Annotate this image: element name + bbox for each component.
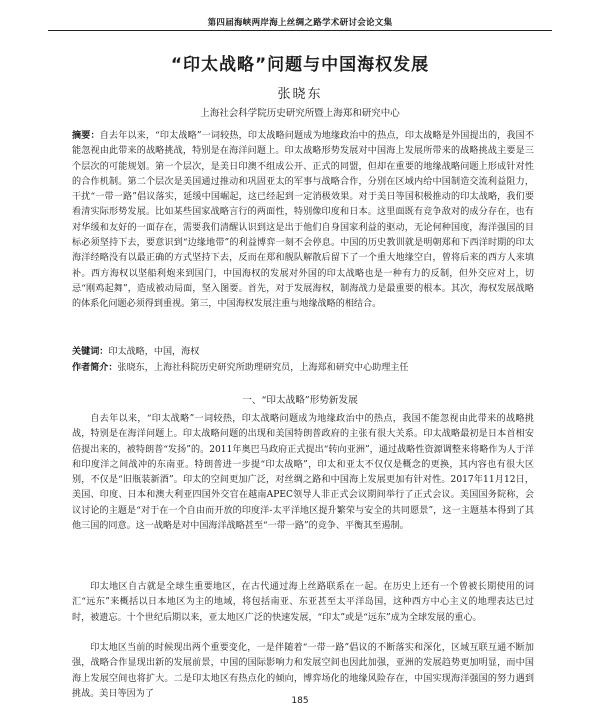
abstract-text: 自去年以来，“印太战略”一词较热，印太战略问题成为地缘政治中的热点，印太战略是外国提出的，我国不能忽视由此带来的战略挑战，特别是在海洋问题上。印太战略形势发展对中国海上发展所带来的战略挑战主要是三个层次的可能规划。第一个层次，是美日印澳不组成公开、正式的同盟，但却在重要的地缘战略问题上形成针对性的合作机制。第二个层次是美国通过推动和巩固亚太的军事与战略合作，分别在区域内给中国制造交流利益阻力，干扰“一带一路”倡议落实，延缓中国崛起，这已经起到一定消极效果。对于美日等国积极推动的印太战略，我们要看清实际形势发展。比如某些国家战略言行的两面性，特别像印度和日本。这里面既有竞争敌对的成分存在，也有对华缓和友好的一面存在，需要我们清醒认识到这是出于他们自身国家利益的驱动，无论何种国度，海洋强国的目标必须坚持下去，要意识到“边缘地带”的利益博弈一刻不会停息。中国的历史教训就是明朝郑和下西洋时期的印太海洋经略没有以最正确的方式坚持下去，反而在郑和舰队解散后留下了一个重大地缘空白，曾将后来的西方人来填补。西方海权以坚船利炮来到国门，中国海权的发展对外国的印太战略也是一种有力的反制，但外交应对上，切忌“刚鸡起舞”，造成被动局面，坚入图要。首先，对于发展海权，制海战力是最重要的根本。其次，海权发展战略的体系化问题必须得到重视。第三，中国海权发展注重与地缘战略的相结合。 [72, 131, 534, 310]
running-header: 第四届海峡两岸海上丝绸之路学术研讨会论文集 [207, 18, 393, 28]
author-name: 张晓东 [277, 87, 323, 102]
abstract-label: 摘要： [72, 130, 100, 141]
body-paragraph-1: 自去年以来，“印太战略”一词较热，印太战略问题成为地缘政治中的热点，我国不能忽视由此带来的战略挑战，特别是在海洋问题上。印太战略问题的出现和美国特朗普政府的主张有很大关系。印太战略最初是日本首相安倍提出来的，被特朗普“发扬”的。2011年奥巴马政府正式提出“转向亚洲”，通过战略性资源调整来将略作为人于洋和印度洋之间战冲的东南亚。特朗普进一步提“印太战略”，印太和亚太不仅仅是概念的更换，其内容也有很大区别，不仅是“旧瓶装新酒”。印太的空间更加广泛，对丝绸之路和中国海上发展更加有针对性。2017年11月12日，美国、印度、日本和澳大利亚四国外交官在越南APEC领导人非正式会议期间举行了正式会议。美国国务院称，会议讨论的主题是“对于在一个自由而开放的印度洋-太平洋地区提升繁荣与安全的共同愿景”，这一主题基本得到了其他三国的同意。这一战略是对中国海洋战略甚至“一带一路”的竞争、平衡其至遏制。 [72, 414, 534, 532]
keywords-text: 印太战略，中国，海权 [108, 347, 200, 357]
header-rule [48, 30, 552, 31]
abstract [72, 128, 534, 313]
section-heading: 一、“印太战略”形势新发展 [242, 395, 358, 406]
author-info-text: 张晓东，上海社科院历史研究所助理研究员，上海郑和研究中心助理主任 [117, 363, 409, 373]
author-info-label: 作者简介： [72, 363, 118, 373]
author-affiliation: 上海社会科学院历史研究所暨上海郑和研究中心 [200, 108, 400, 119]
keywords-line [72, 345, 534, 360]
author-info-line [72, 361, 534, 376]
body-paragraph-2: 印太地区自古就是全球生重要地区，在古代通过海上丝路联系在一起。在历史上还有一个曾被长期使用的词汇“远东”来概括以日本地区为主的地域，将包括南亚、东亚甚至太平洋岛国，这种西方中心主义的地理表达已过时，被遗忘。十个世纪后期以来，亚太地区广泛的快速发展，“印太”或是“远东”成为全球发展的重心。 [72, 582, 534, 623]
page-number: 185 [291, 696, 309, 706]
paper-title: “印太战略”问题与中国海权发展 [170, 55, 430, 75]
keywords-label: 关键词： [72, 347, 109, 357]
body-paragraph-3: 印太地区当前的时候现出两个重要变化，一是伴随着“一带一路”倡议的不断落实和深化，区域互联互通不断加强，战略合作显现出新的发展前景，中国的国际影响力和发展空间也因此加强，亚洲的发展趋势更加明显，而中国海上发展空间也将扩大。二是印太地区有热点化的倾向，博弈场化的地缘风险存在，中国实现海洋强国的努力遇到挑战。美日等因为了 [72, 643, 534, 699]
